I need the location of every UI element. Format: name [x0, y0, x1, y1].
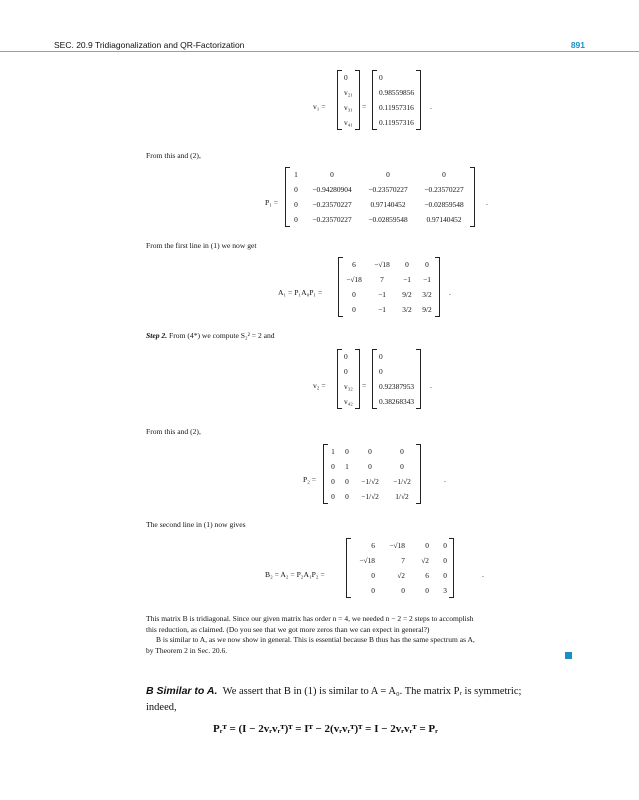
a1-cell: 0 [425, 260, 429, 269]
p1-cell: −0.94280904 [312, 185, 352, 194]
matrix-row [326, 489, 418, 504]
matrix-row [288, 182, 472, 197]
b-cell: −√18 [389, 541, 405, 550]
a1-cell: 0 [352, 305, 356, 314]
v1-period: . [430, 102, 432, 111]
b-cell: 0 [443, 556, 447, 565]
b-label: B₂ = A₂ = P₂A₁P₂ = [265, 570, 325, 579]
v2-right-entry: 0 [379, 367, 383, 376]
a1-cell: 9/2 [402, 290, 412, 299]
final-equation: Pᵣᵀ = (I − 2vᵣvᵣᵀ)ᵀ = Iᵀ − 2(vᵣvᵣᵀ)ᵀ = I − 2vᵣvᵣᵀ = Pᵣ [213, 723, 438, 735]
v2-right-entry: 0 [379, 352, 383, 361]
p2-cell: 0 [345, 492, 349, 501]
b-cell: 3 [443, 586, 447, 595]
p1-cell: 0.97140452 [370, 200, 406, 209]
b-cell: √2 [397, 571, 405, 580]
end-of-proof-marker [565, 652, 572, 659]
a1-cell: −1 [378, 305, 386, 314]
v1-equals: = [362, 102, 367, 111]
p1-cell: −0.23570227 [312, 215, 352, 224]
p2-cell: 0 [400, 447, 404, 456]
matrix-row [341, 257, 437, 272]
v1-left-vector [337, 70, 360, 130]
p1-cell: −0.02859548 [424, 200, 464, 209]
a1-period: . [449, 288, 451, 297]
v2-right-entry: 0.92387953 [379, 382, 415, 391]
a1-cell: 7 [380, 275, 384, 284]
v2-right-vector [372, 349, 421, 409]
paragraph-line-3: B is similar to A, as we now show in general. This is essential because B thus has the same spectrum as A, [156, 635, 475, 644]
matrix-row [341, 302, 437, 317]
b-similar-title: B Similar to A. [146, 685, 218, 697]
a1-cell: −1 [403, 275, 411, 284]
p1-period: . [486, 198, 488, 207]
v2-label: v₂ = [313, 381, 326, 390]
a1-cell: −√18 [346, 275, 362, 284]
page-number: 891 [570, 40, 585, 50]
b-cell: 0 [425, 541, 429, 550]
v1-left-entry: v₂₁ [344, 88, 353, 97]
a1-cell: −1 [378, 290, 386, 299]
p2-cell: 0 [331, 477, 335, 486]
a1-cell: 9/2 [422, 305, 432, 314]
v2-left-entry: 0 [344, 352, 348, 361]
p1-cell: 0 [330, 170, 334, 179]
matrix-row [349, 583, 451, 598]
a1-cell: 3/2 [402, 305, 412, 314]
p2-cell: 0 [368, 462, 372, 471]
v1-label: v₁ = [313, 102, 326, 111]
p2-cell: −1/√2 [361, 492, 379, 501]
p1-cell: 1 [294, 170, 298, 179]
a1-cell: 3/2 [422, 290, 432, 299]
header-rule [0, 51, 639, 52]
a1-label: A₁ = P₁A₀P₁ = [278, 288, 323, 297]
p2-cell: 1/√2 [395, 492, 409, 501]
p1-cell: 0 [294, 185, 298, 194]
b-similar-text-1: We assert that B in (1) is similar to A = A₀. The matrix Pᵣ is symmetric; [222, 686, 522, 697]
text-from-this-1: From this and (2), [146, 151, 201, 160]
matrix-row [349, 538, 451, 553]
p2-cell: 0 [368, 447, 372, 456]
v2-right-entry: 0.38268343 [379, 397, 415, 406]
matrix-row [349, 568, 451, 583]
p1-matrix [285, 167, 475, 227]
v2-left-entry: v₃₂ [344, 382, 353, 391]
p2-cell: 0 [345, 477, 349, 486]
paragraph-line-4: by Theorem 2 in Sec. 20.6. [146, 645, 228, 655]
paragraph-line-1: This matrix B is tridiagonal. Since our given matrix has order n = 4, we needed n − 2 = 2 steps to accomplish [146, 614, 474, 623]
matrix-row [326, 474, 418, 489]
p1-cell: 0 [386, 170, 390, 179]
p2-label: P₂ = [303, 475, 317, 484]
b-cell: 0 [443, 541, 447, 550]
b-similar-section [146, 683, 586, 716]
b-cell: 0 [371, 586, 375, 595]
b-cell: 7 [401, 556, 405, 565]
b-cell: 6 [371, 541, 375, 550]
matrix-row [288, 197, 472, 212]
section-title: SEC. 20.9 Tridiagonalization and QR-Factorization [54, 40, 245, 50]
matrix-row [341, 272, 437, 287]
p2-cell: 1 [331, 447, 335, 456]
a1-cell: −√18 [374, 260, 390, 269]
text-second-line: The second line in (1) now gives [146, 520, 246, 529]
p2-cell: 0 [331, 462, 335, 471]
b-similar-text-2: indeed, [146, 702, 177, 713]
b-matrix [346, 538, 454, 598]
paragraph-line-2: this reduction, as claimed. (Do you see that we got more zeros than we can expect in general?) [146, 624, 430, 634]
p1-cell: −0.23570227 [312, 200, 352, 209]
step2-label: Step 2. [146, 331, 168, 340]
matrix-row [288, 212, 472, 227]
b-cell: −√18 [359, 556, 375, 565]
p1-cell: −0.02859548 [368, 215, 408, 224]
p2-cell: 1 [345, 462, 349, 471]
b-cell: 0 [371, 571, 375, 580]
p2-matrix [323, 444, 421, 504]
matrix-row [326, 444, 418, 459]
text-from-this-2: From this and (2), [146, 427, 201, 436]
v1-right-entry: 0 [379, 73, 383, 82]
a1-cell: 0 [405, 260, 409, 269]
p2-cell: 0 [400, 462, 404, 471]
v1-left-entry: v₃₁ [344, 103, 353, 112]
b-cell: 0 [443, 571, 447, 580]
v1-left-entry: 0 [344, 73, 348, 82]
b-period: . [482, 570, 484, 579]
v1-right-entry: 0.98559856 [379, 88, 415, 97]
p1-cell: −0.23570227 [424, 185, 464, 194]
v2-period: . [430, 381, 432, 390]
p2-cell: 0 [345, 447, 349, 456]
p2-cell: −1/√2 [361, 477, 379, 486]
p1-cell: 0 [294, 215, 298, 224]
v1-right-entry: 0.11957316 [379, 118, 414, 127]
p1-cell: 0 [294, 200, 298, 209]
b-cell: 0 [425, 586, 429, 595]
b-cell: 0 [401, 586, 405, 595]
b-cell: √2 [421, 556, 429, 565]
p1-cell: 0.97140452 [426, 215, 462, 224]
matrix-row [341, 287, 437, 302]
p2-cell: −1/√2 [393, 477, 411, 486]
p1-cell: 0 [442, 170, 446, 179]
matrix-row [349, 553, 451, 568]
matrix-row [288, 167, 472, 182]
v2-left-entry: v₄₂ [344, 397, 353, 406]
v1-right-vector [372, 70, 421, 130]
text-first-line: From the first line in (1) we now get [146, 241, 257, 250]
a1-cell: 6 [352, 260, 356, 269]
a1-cell: −1 [423, 275, 431, 284]
b-cell: 6 [425, 571, 429, 580]
p1-label: P₁ = [265, 198, 279, 207]
step2-line [146, 331, 275, 340]
a1-cell: 0 [352, 290, 356, 299]
v2-left-entry: 0 [344, 367, 348, 376]
p1-cell: −0.23570227 [368, 185, 408, 194]
a1-matrix [338, 257, 440, 317]
v2-left-vector [337, 349, 360, 409]
v2-equals: = [362, 381, 367, 390]
paragraph [146, 614, 576, 656]
matrix-row [326, 459, 418, 474]
p2-cell: 0 [331, 492, 335, 501]
v1-left-entry: v₄₁ [344, 118, 353, 127]
step2-text: From (4*) we compute S₂² = 2 and [169, 331, 275, 340]
p2-period: . [444, 475, 446, 484]
v1-right-entry: 0.11957316 [379, 103, 414, 112]
